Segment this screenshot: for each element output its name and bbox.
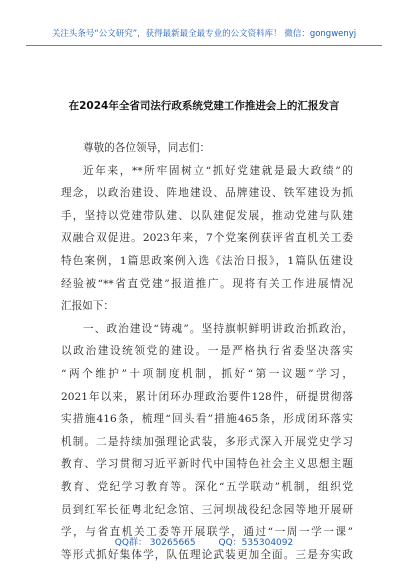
body-line: 理念，以政治建设、阵地建设、品牌建设、铁军建设为抓 <box>61 187 353 200</box>
footer-qq-group: QQ群： 30265665 <box>114 538 196 548</box>
body-line: “两个维护”十项制度机制，抓好“第一议题”学习， <box>61 367 353 380</box>
body-line: 员到红军长征粤北纪念馆、三河坝战役纪念园等地开展研 <box>61 503 353 516</box>
document-title: 在2024年全省司法行政系统党建工作推进会上的汇报发言 <box>68 100 340 112</box>
body-line: 双融合双促进。2023年来，7个党案例获评省直机关工委 <box>61 232 353 245</box>
footer-qq-number: QQ：535304092 <box>218 538 294 548</box>
body-line: 教育、学习贯彻习近平新时代中国特色社会主义思想主题 <box>61 458 353 471</box>
body-line: 以政治建设统领党的建设。一是严格执行省委坚决落实 <box>61 345 353 358</box>
header-divider <box>26 45 382 46</box>
body-line: 手，坚持以党建带队建、以队建促发展，推动党建与队建 <box>61 209 353 222</box>
body-line: 教育、党纪学习教育等。深化“五学联动”机制，组织党 <box>61 480 353 493</box>
body-line: 机制。二是持续加强理论武装，多形式深入开展党史学习 <box>61 435 353 448</box>
body-line: 实措施416条，梳理“回头看”措施465条，形成闭环落实 <box>61 413 353 426</box>
body-line: 经验被“**省直党建”报道推广。现将有关工作进展情况 <box>61 277 353 290</box>
page-header-notice: 关注头条号“公文研究”，获得最新最全最专业的公文资料库！ 微信：gongwenyj <box>51 29 357 39</box>
document-body <box>61 137 353 566</box>
page-footer <box>0 535 408 548</box>
body-line: 2021年以来，累计闭环办理政治要件128件，研提贯彻落 <box>61 390 353 403</box>
body-line: 近年来，**所牢固树立“抓好党建就是最大政绩”的 <box>83 164 353 177</box>
body-line: 等形式抓好集体学，队伍理论武装更加全面。三是夯实政 <box>61 548 353 561</box>
body-line: 特色案例，1篇思政案例入选《法治日报》，1篇队伍建设 <box>61 254 353 267</box>
body-line: 汇报如下： <box>61 300 114 313</box>
body-line: 尊敬的各位领导，同志们： <box>83 142 211 154</box>
body-line: 学，与省直机关工委等开展联学，通过“一周一学一课” <box>61 526 353 539</box>
body-line: 一、政治建设“铸魂”。坚持旗帜鲜明讲政治抓政治， <box>83 322 353 335</box>
